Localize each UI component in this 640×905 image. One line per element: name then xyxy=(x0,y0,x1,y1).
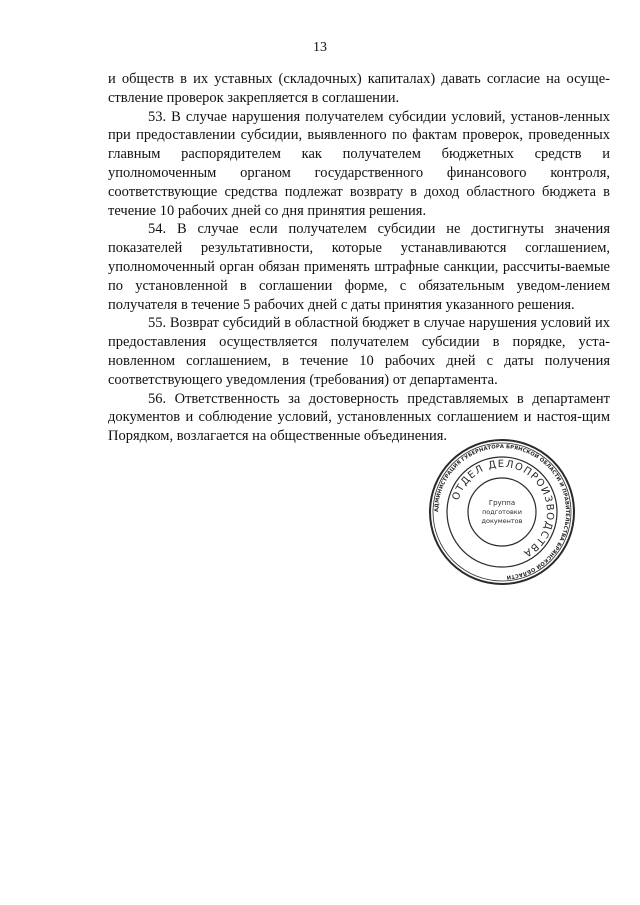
paragraph-56: 56. Ответственность за достоверность представляемых в департамент документов и соблюдение условий, установленных соглашением и настоя-щим Порядком, возлагается на общественные объединения. xyxy=(108,390,610,445)
stamp-center-line-1: Группа xyxy=(488,499,516,507)
page-number: 13 xyxy=(313,40,327,55)
paragraph-continuation: и обществ в их уставных (складочных) капиталах) давать согласие на осуще-ствление проверок закрепляется в соглашении. xyxy=(108,71,610,106)
stamp-center-line-3: документов xyxy=(481,517,523,525)
paragraph-53: 53. В случае нарушения получателем субсидии условий, установ-ленных при предоставлении субсидии, выявленного по фактам проверок, проведенных главным распорядителем как получателем бюджетных средств и уполномоченным органом государственного финансового контроля, соответствующие средства подлежат возврату в доход областного бюджета в течение 10 рабочих дней со дня принятия решения. xyxy=(108,108,610,219)
paragraph-54: 54. В случае если получателем субсидии не достигнуты значения показателей результативности, которые устанавливаются соглашением, уполномоченный орган обязан применять штрафные санкции, рассчиты-ваемые по установленной в соглашении форме, с обязательным уведом-лением получателя в течение 5 рабочих дней с даты принятия указанного решения. xyxy=(108,221,610,313)
paragraph-55: 55. Возврат субсидий в областной бюджет в случае нарушения условий их предоставления осуществляется получателем субсидии в порядке, уста-новленном соглашением, в течение 10 рабочих дней с даты получения соответствующего уведомления (требования) от департамента. xyxy=(108,315,610,388)
stamp-outer-textpath: АДМИНИСТРАЦИЯ ГУБЕРНАТОРА БРЯНСКОЙ ОБЛАСТИ И ПРАВИТЕЛЬСТВА БРЯНСКОЙ ОБЛАСТИ xyxy=(433,443,571,580)
official-stamp xyxy=(428,438,576,586)
document-body xyxy=(108,70,610,446)
stamp-center-line-2: подготовки xyxy=(482,508,522,516)
stamp-inner-textpath: ОТДЕЛ ДЕЛОПРОИЗВОДСТВА xyxy=(450,458,556,560)
